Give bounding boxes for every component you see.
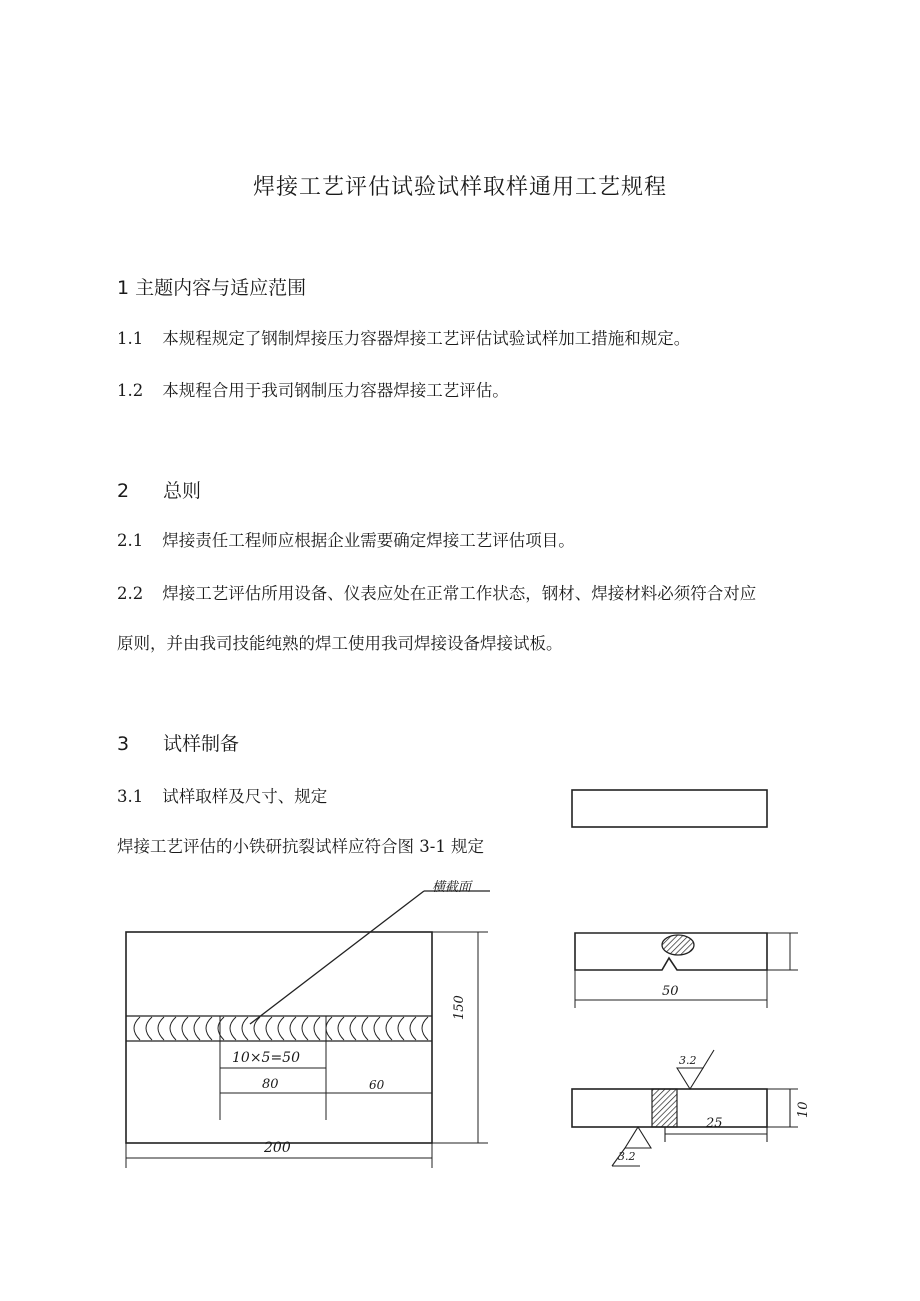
lower-specimen-weld-zone [652, 1089, 677, 1127]
section-1-heading: 1 主题内容与适应范围 [117, 277, 307, 299]
dim-25: 25 [706, 1116, 723, 1131]
dim-150: 150 [452, 995, 467, 1020]
clause-text: 焊接工艺评估所用设备、仪表应处在正常工作状态，钢材、焊接材料必须符合对应 [162, 584, 757, 603]
clause-number: 1.2 [117, 381, 144, 400]
dim-weld-bead: 10×5=50 [232, 1050, 300, 1066]
clause-text: 焊接责任工程师应根据企业需要确定焊接工艺评估项目。 [162, 531, 575, 550]
dim-10: 10 [796, 1101, 811, 1118]
section-number: 2 [117, 480, 130, 502]
dim-200: 200 [264, 1140, 291, 1156]
clause-number: 3.1 [117, 787, 144, 806]
page-title: 焊接工艺评估试验试样取样通用工艺规程 [252, 175, 667, 200]
dim-50: 50 [662, 984, 679, 999]
clause-2-2-continued: 原则，并由我司技能纯熟的焊工使用我司焊接设备焊接试板。 [117, 634, 563, 653]
section-number: 3 [117, 733, 130, 755]
dim-60: 60 [369, 1078, 385, 1092]
clause-number: 2.2 [117, 584, 144, 603]
cross-section-label: 横截面 [432, 880, 472, 895]
roughness-top-value: 3.2 [679, 1054, 697, 1067]
dim-80: 80 [262, 1077, 279, 1092]
roughness-symbol-top [677, 1068, 703, 1089]
clause-number: 2.1 [117, 531, 144, 550]
section-title: 试样制备 [163, 733, 240, 755]
clause-text: 本规程合用于我司钢制压力容器焊接工艺评估。 [162, 381, 509, 400]
clause-text: 本规程规定了钢制焊接压力容器焊接工艺评估试验试样加工措施和规定。 [162, 329, 691, 348]
section-title: 总则 [163, 480, 202, 502]
roughness-bottom-value: 3.2 [618, 1150, 636, 1163]
figure-note: 焊接工艺评估的小铁研抗裂试样应符合图 3-1 规定 [117, 837, 485, 856]
clause-number: 1.1 [117, 329, 144, 348]
clause-text: 试样取样及尺寸、规定 [162, 787, 328, 806]
roughness-symbol-bottom [625, 1127, 651, 1148]
